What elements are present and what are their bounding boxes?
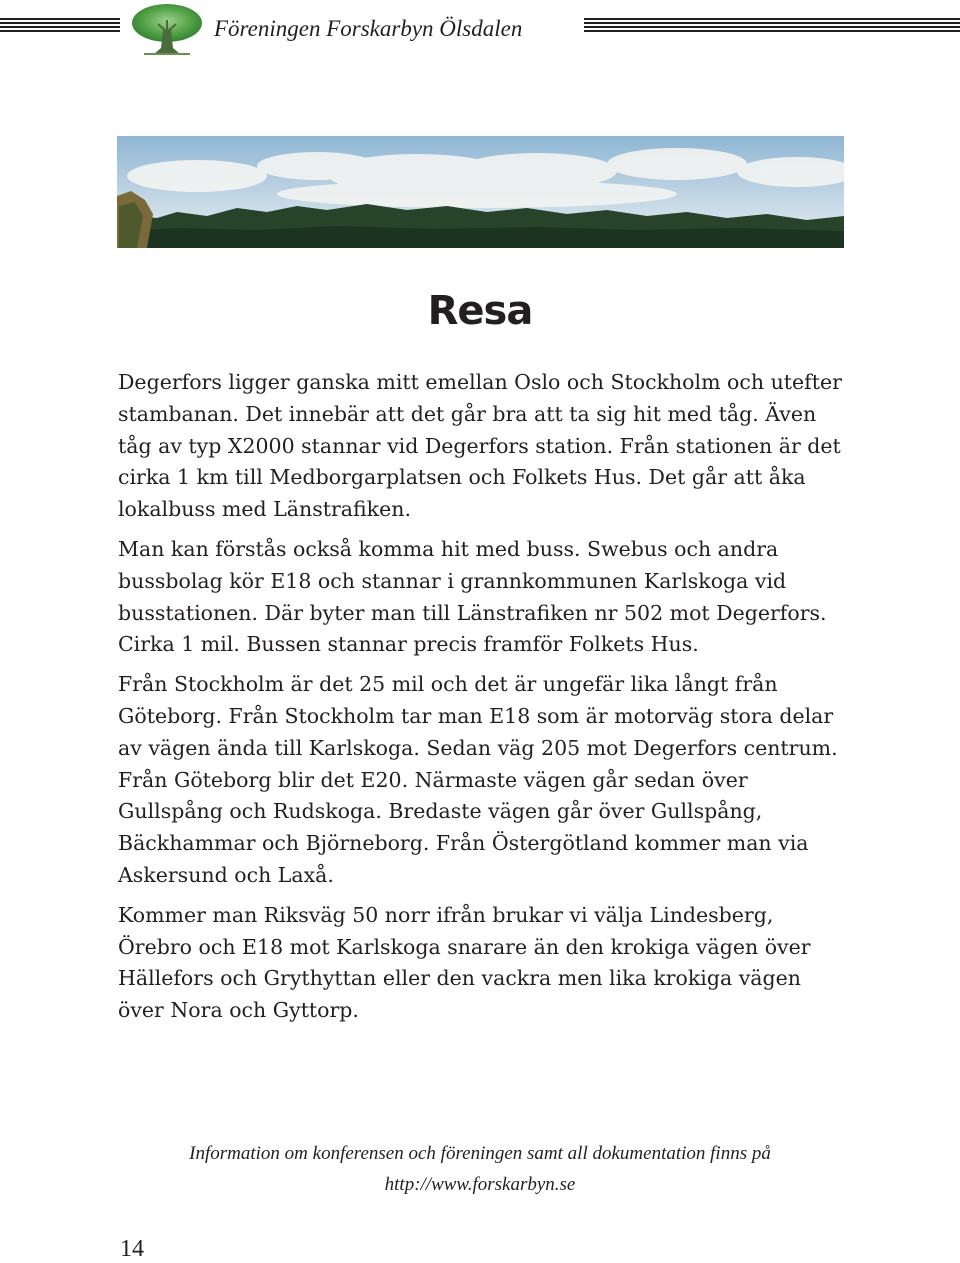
- header-rule-right: [584, 18, 960, 38]
- paragraph: Degerfors ligger ganska mitt emellan Oslo och Stockholm och utefter stambanan. Det innebär att det går bra att ta sig hit med tåg. Även tåg av typ X2000 stannar vid Degerfors station. Från stationen är det cirka 1 km till Medborgarplatsen och Folkets Hus. Det går att åka lokalbuss med Länstrafiken.: [118, 370, 842, 522]
- tree-logo-icon: [130, 2, 204, 56]
- article-body: [118, 367, 843, 1035]
- organization-name: Föreningen Forskarbyn Ölsdalen: [214, 16, 523, 41]
- page-header: [0, 0, 960, 62]
- paragraph: Man kan förstås också komma hit med buss. Swebus och andra bussbolag kör E18 och stannar i grannkommunen Karlskoga vid busstationen. Där byter man till Länstrafiken nr 502 mot Degerfors. Cirka 1 mil. Bussen stannar precis framför Folkets Hus.: [118, 536, 827, 657]
- footer-url-link[interactable]: http://www.forskarbyn.se: [384, 1174, 576, 1195]
- paragraph: Från Stockholm är det 25 mil och det är ungefär lika långt från Göteborg. Från Stockholm tar man E18 som är motorväg stora delar av vägen ända till Karlskoga. Sedan väg 205 mot Degerfors centrum. Från Göteborg blir det E20. Närmaste vägen går sedan över Gullspång och Rudskoga. Bredaste vägen går över Gullspång, Bäckhammar och Björneborg. Från Östergötland kommer man via Askersund och Laxå.: [118, 672, 838, 887]
- header-rule-left: [0, 18, 120, 38]
- footer-info-text: Information om konferensen och föreningen samt all dokumentation finns på: [189, 1143, 771, 1164]
- page-title: Resa: [427, 288, 533, 334]
- forest-landscape-photo: [117, 136, 844, 248]
- page-number: 14: [120, 1236, 144, 1262]
- paragraph: Kommer man Riksväg 50 norr ifrån brukar vi välja Lindesberg, Örebro och E18 mot Karlskoga snarare än den krokiga vägen över Hällefors och Grythyttan eller den vackra men lika krokiga vägen över Nora och Gyttorp.: [118, 902, 811, 1023]
